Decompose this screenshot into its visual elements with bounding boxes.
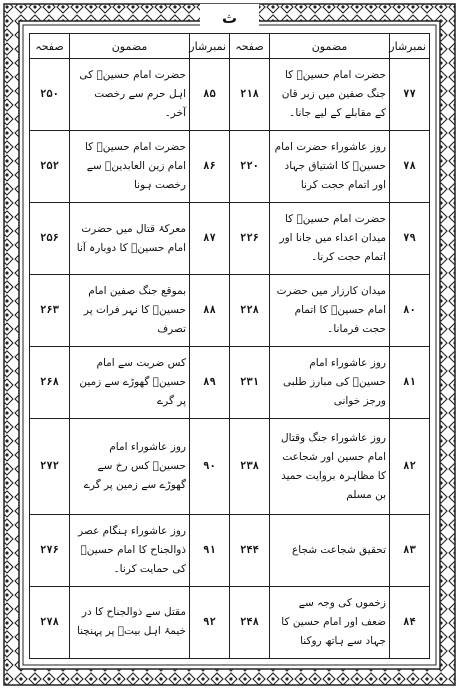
- serial-cell: ۸۰: [390, 275, 430, 347]
- serial-cell: ۸۷: [190, 203, 230, 275]
- serial-cell: ۸۳: [390, 514, 430, 586]
- topic-cell: حضرت امام حسینؑ کا جنگ صفین میں زبر قان کے مقابلے کے لیے جانا۔: [270, 59, 390, 131]
- table-row: [30, 203, 430, 275]
- page-cell: ۲۴۸: [230, 586, 270, 658]
- page-cell: ۲۲۶: [230, 203, 270, 275]
- serial-cell: ۸۸: [190, 275, 230, 347]
- topic-cell: معرکۂ قتال میں حضرت امام حسینؑ کا دوبارہ آنا: [70, 203, 190, 275]
- header-serial: نمبرشار: [190, 34, 230, 59]
- page-cell: ۲۵۰: [30, 59, 70, 131]
- topic-cell: تحقیق شجاعت شجاع: [270, 514, 390, 586]
- serial-cell: ۷۹: [390, 203, 430, 275]
- page-cell: ۲۶۸: [30, 347, 70, 419]
- topic-cell: روز عاشوراء جنگ وقتال امام حسین اور شجاعت کا مظاہرہ بروایت حمید بن مسلم: [270, 419, 390, 515]
- page-cell: ۲۲۰: [230, 131, 270, 203]
- header-topic: مضمون: [70, 34, 190, 59]
- table-row: [30, 131, 430, 203]
- page-cell: ۲۴۴: [230, 514, 270, 586]
- page-cell: ۲۱۸: [230, 59, 270, 131]
- index-table: [29, 33, 430, 659]
- topic-cell: حضرت امام حسینؑ کا میدان اعداء میں جانا اور اتمام حجت کرنا۔: [270, 203, 390, 275]
- table-row: [30, 514, 430, 586]
- topic-cell: میدان کارزار میں حضرت امام حسینؑ کا اتمام حجت فرمانا۔: [270, 275, 390, 347]
- serial-cell: ۸۶: [190, 131, 230, 203]
- header-serial: نمبرشار: [390, 34, 430, 59]
- page-cell: ۲۳۱: [230, 347, 270, 419]
- page-cell: ۲۲۸: [230, 275, 270, 347]
- header-page: صفحہ: [30, 34, 70, 59]
- serial-cell: ۹۱: [190, 514, 230, 586]
- table-row: [30, 59, 430, 131]
- page-cell: ۲۵۲: [30, 131, 70, 203]
- topic-cell: روز عاشوراء امام حسینؑ کی مبارز طلبی ورجز خوانی: [270, 347, 390, 419]
- serial-cell: ۷۸: [390, 131, 430, 203]
- topic-cell: حضرت امام حسینؑ کی اہل حرم سے رخصت آخر۔: [70, 59, 190, 131]
- topic-cell: بموقع جنگ صفین امام حسینؑ کا نہر فرات پر تصرف: [70, 275, 190, 347]
- page-number: ث: [221, 9, 238, 27]
- serial-cell: ۸۱: [390, 347, 430, 419]
- page-cell: ۲۷۲: [30, 419, 70, 515]
- topic-cell: مقتل سے ذوالجناح کا در خیمۂ اہل بیتؑ پر پہنچنا: [70, 586, 190, 658]
- page-cell: ۲۷۸: [30, 586, 70, 658]
- table-row: [30, 419, 430, 515]
- table-row: [30, 275, 430, 347]
- header-page: صفحہ: [230, 34, 270, 59]
- serial-cell: ۹۲: [190, 586, 230, 658]
- serial-cell: ۸۵: [190, 59, 230, 131]
- serial-cell: ۸۲: [390, 419, 430, 515]
- page-cell: ۲۷۶: [30, 514, 70, 586]
- table-header-row: [30, 34, 430, 59]
- serial-cell: ۸۹: [190, 347, 230, 419]
- topic-cell: کس ضربت سے امام حسینؑ گھوڑے سے زمین پر گرے: [70, 347, 190, 419]
- header-topic: مضمون: [270, 34, 390, 59]
- serial-cell: ۹۰: [190, 419, 230, 515]
- topic-cell: روز عاشوراء امام حسینؑ کس رخ سے گھوڑے سے زمین پر گرے: [70, 419, 190, 515]
- table-row: [30, 347, 430, 419]
- serial-cell: ۸۴: [390, 586, 430, 658]
- topic-cell: روز عاشوراء حضرت امام حسینؑ کا اشتیاق جہاد اور اتمام حجت کرنا: [270, 131, 390, 203]
- page-cell: ۲۵۶: [30, 203, 70, 275]
- page-cell: ۲۶۳: [30, 275, 70, 347]
- table-row: [30, 586, 430, 658]
- topic-cell: حضرت امام حسینؑ کا امام زین العابدینؑ سے رخصت ہونا: [70, 131, 190, 203]
- topic-cell: زخموں کی وجہ سے ضعف اور امام حسین کا جہاد سے ہاتھ روکنا: [270, 586, 390, 658]
- page-cell: ۲۳۸: [230, 419, 270, 515]
- serial-cell: ۷۷: [390, 59, 430, 131]
- topic-cell: روز عاشوراء ہنگام عصر ذوالجناح کا امام حسینؑ کی حمایت کرنا۔: [70, 514, 190, 586]
